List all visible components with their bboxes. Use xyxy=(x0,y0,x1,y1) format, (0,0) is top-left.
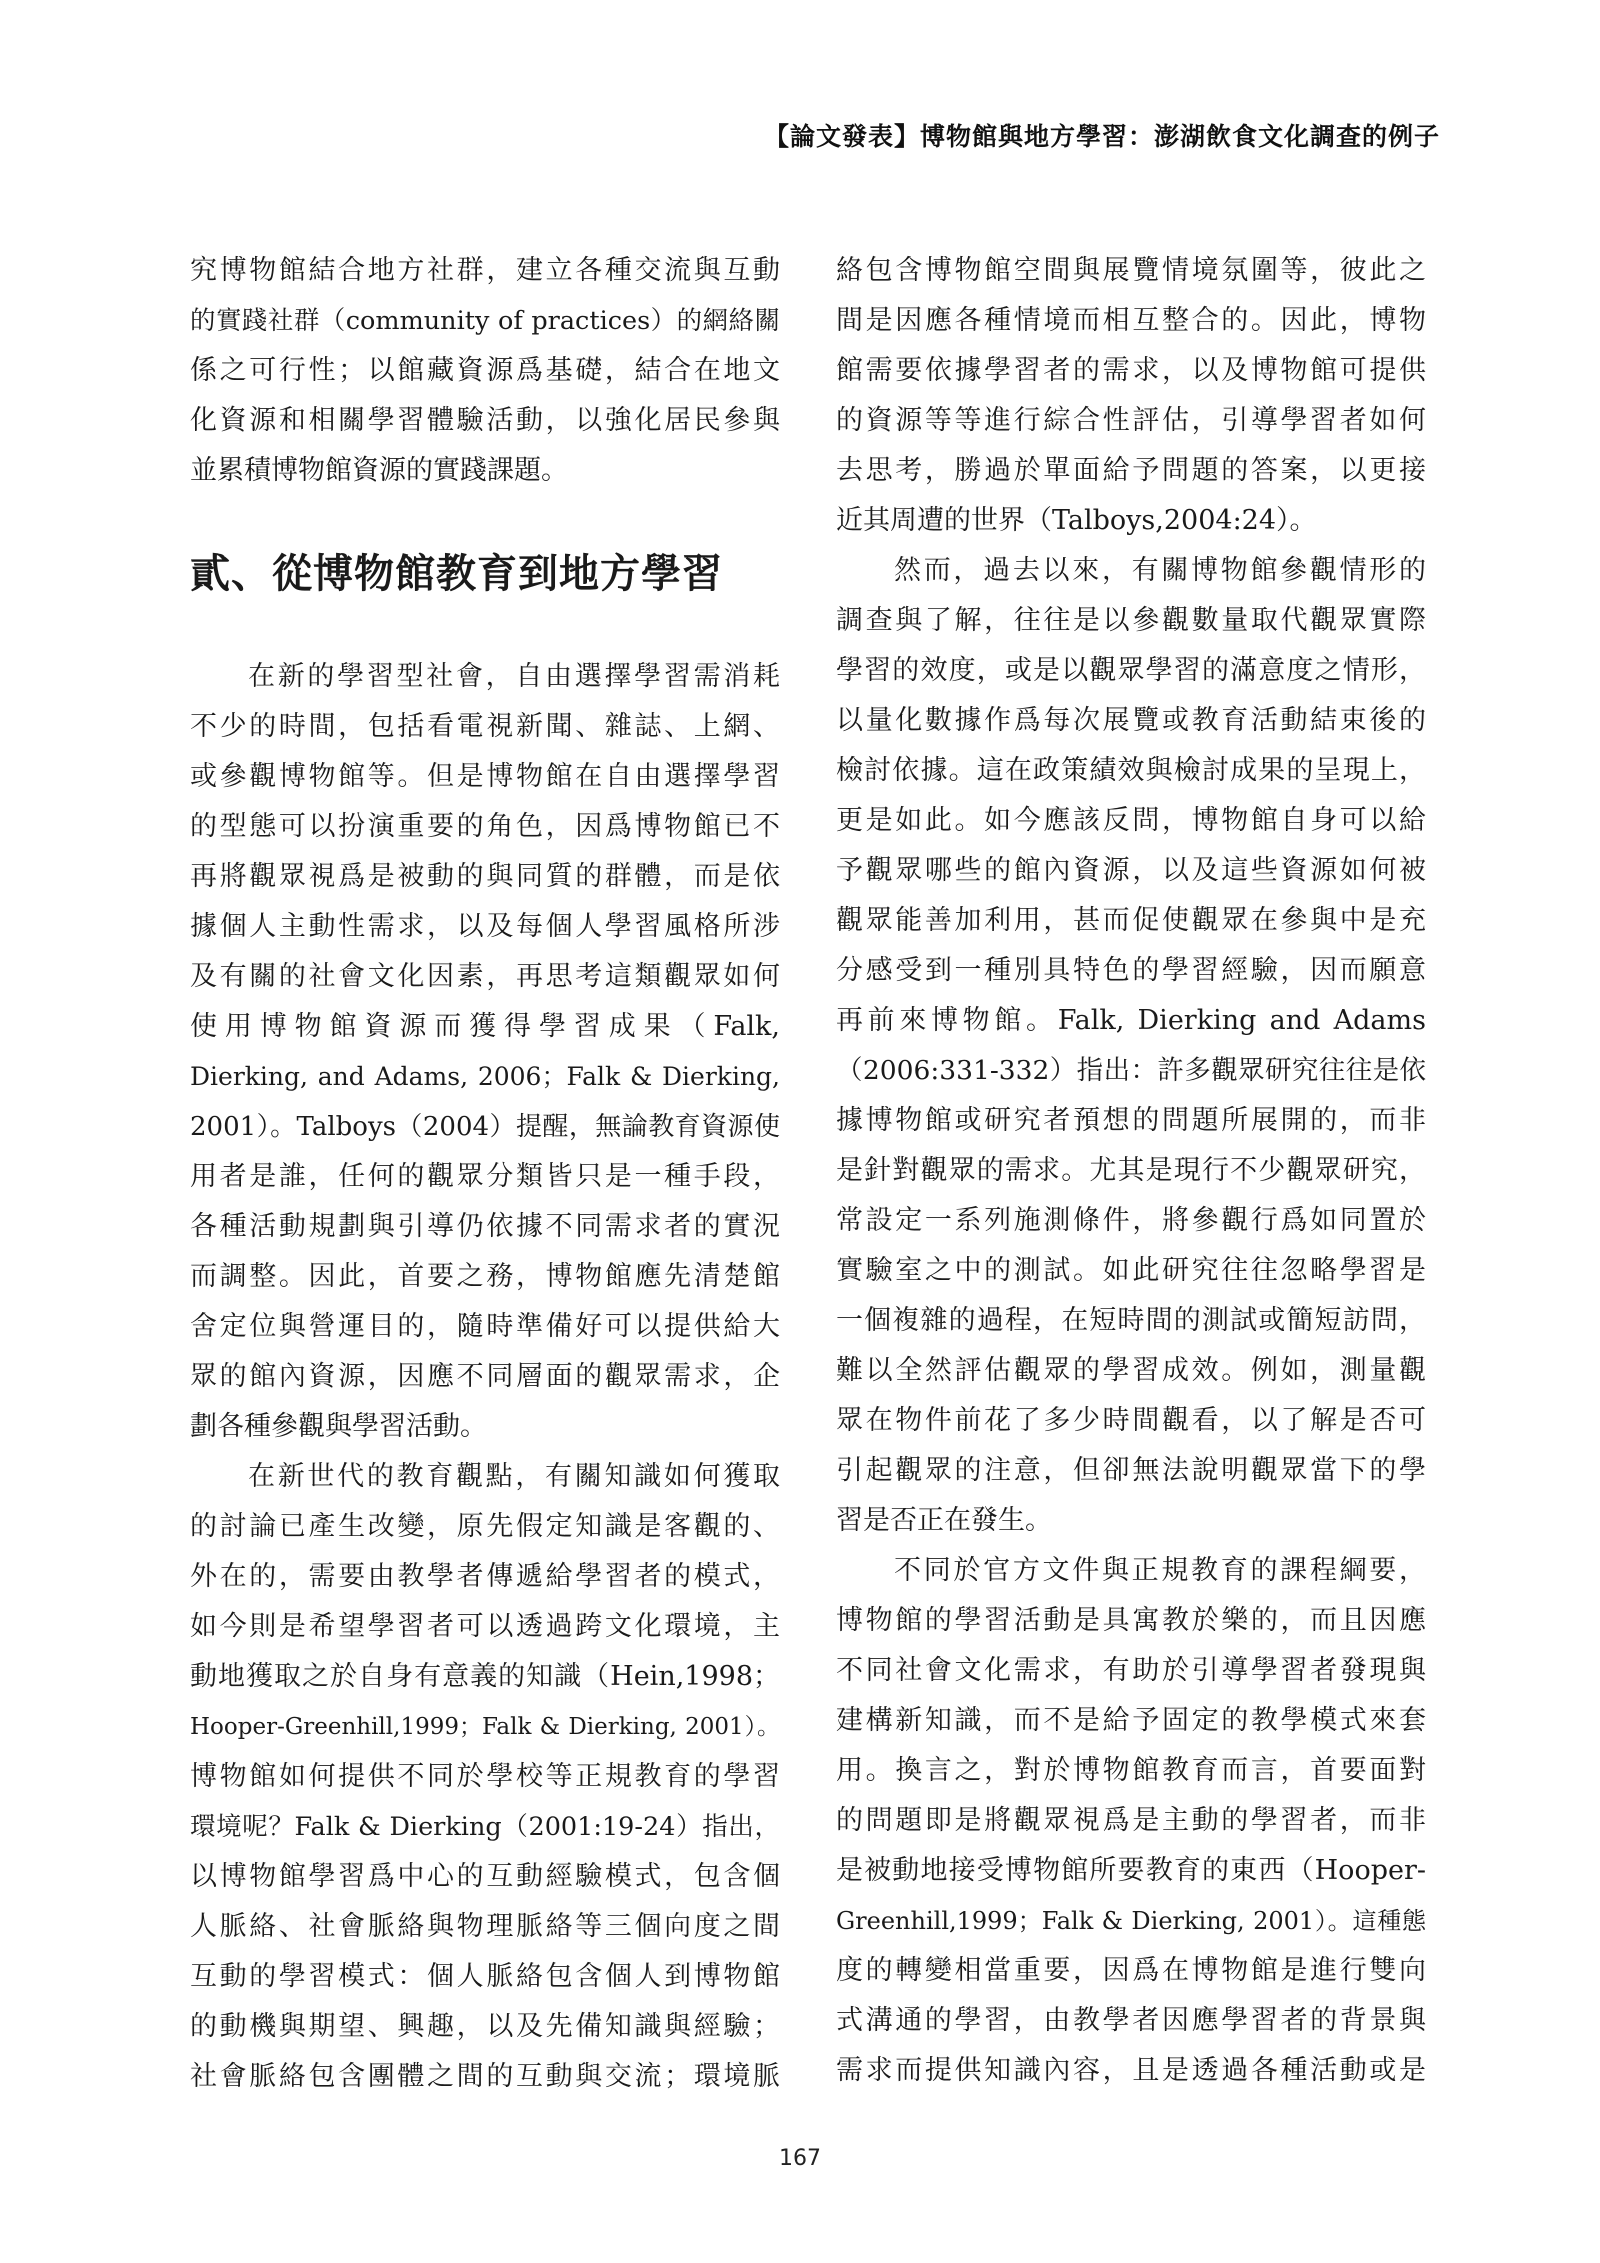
page-number: 167 xyxy=(779,2146,821,2171)
text-line: 度的轉變相當重要，因爲在博物館是進行雙向 xyxy=(836,1955,1426,1986)
paragraph-4 xyxy=(836,1546,1426,2096)
text-line: 眾的館內資源，因應不同層面的觀眾需求，企 xyxy=(190,1361,780,1392)
text-line: 再將觀眾視爲是被動的與同質的群體，而是依 xyxy=(190,861,780,892)
right-column xyxy=(836,246,1426,2096)
text-line: 是針對觀眾的需求。尤其是現行不少觀眾研究， xyxy=(836,1155,1426,1186)
text-line: 的動機與期望、興趣，以及先備知識與經驗； xyxy=(190,2011,780,2042)
text-line: 在新世代的教育觀點，有關知識如何獲取 xyxy=(248,1461,780,1492)
text-line: 博物館如何提供不同於學校等正規教育的學習 xyxy=(190,1761,780,1792)
text-line: 係之可行性；以館藏資源爲基礎，結合在地文 xyxy=(190,355,780,386)
text-line: 的型態可以扮演重要的角色，因爲博物館已不 xyxy=(190,811,780,842)
text-line: 近其周遭的世界（Talboys,2004:24）。 xyxy=(836,505,1317,536)
text-line: 以量化數據作爲每次展覽或教育活動結束後的 xyxy=(836,705,1426,736)
text-line: 不少的時間，包括看電視新聞、雜誌、上網、 xyxy=(190,711,780,742)
text-line: 各種活動規劃與引導仍依據不同需求者的實況 xyxy=(190,1211,780,1242)
text-line: 的資源等等進行綜合性評估，引導學習者如何 xyxy=(836,405,1426,436)
text-line: 調查與了解，往往是以參觀數量取代觀眾實際 xyxy=(836,605,1426,636)
text-line: 分感受到一種別具特色的學習經驗，因而願意 xyxy=(836,955,1426,986)
text-line: 或參觀博物館等。但是博物館在自由選擇學習 xyxy=(190,761,780,792)
text-line: 使用博物館資源而獲得學習成果（Falk, xyxy=(190,1011,780,1042)
text-line: 動地獲取之於自身有意義的知識（Hein,1998； xyxy=(190,1661,780,1692)
text-line: 然而，過去以來，有關博物館參觀情形的 xyxy=(894,555,1426,586)
text-line: （2006:331-332）指出：許多觀眾研究往往是依 xyxy=(836,1055,1426,1086)
text-line: 2001）。Talboys（2004）提醒，無論教育資源使 xyxy=(190,1112,780,1142)
text-line: 間是因應各種情境而相互整合的。因此，博物 xyxy=(836,305,1426,336)
text-line: 社會脈絡包含團體之間的互動與交流；環境脈 xyxy=(190,2061,780,2092)
text-line: Hooper-Greenhill,1999；Falk & Dierking, 2001）。 xyxy=(190,1714,780,1740)
text-line: 絡包含博物館空間與展覽情境氛圍等，彼此之 xyxy=(836,255,1426,286)
text-line: 學習的效度，或是以觀眾學習的滿意度之情形， xyxy=(836,655,1426,686)
text-line: 用者是誰，任何的觀眾分類皆只是一種手段， xyxy=(190,1161,780,1192)
text-line: 博物館的學習活動是具寓教於樂的，而且因應 xyxy=(836,1605,1426,1636)
text-line: 的實踐社群（community of practices）的網絡關 xyxy=(190,306,780,336)
paragraph-3 xyxy=(836,546,1426,1546)
text-line: 據個人主動性需求，以及每個人學習風格所涉 xyxy=(190,911,780,942)
text-line: 館需要依據學習者的需求，以及博物館可提供 xyxy=(836,355,1426,386)
text-line: Greenhill,1999；Falk & Dierking, 2001）。這種態 xyxy=(836,1907,1426,1935)
text-line: 並累積博物館資源的實踐課題。 xyxy=(190,455,568,486)
text-line: 建構新知識，而不是給予固定的教學模式來套 xyxy=(836,1705,1426,1736)
text-line: 去思考，勝過於單面給予問題的答案，以更接 xyxy=(836,455,1426,486)
text-line: 用。換言之，對於博物館教育而言，首要面對 xyxy=(836,1755,1426,1786)
text-line: 如今則是希望學習者可以透過跨文化環境，主 xyxy=(190,1611,780,1642)
text-line: 予觀眾哪些的館內資源，以及這些資源如何被 xyxy=(836,855,1426,886)
text-line: 而調整。因此，首要之務，博物館應先清楚館 xyxy=(190,1261,780,1292)
text-line: 人脈絡、社會脈絡與物理脈絡等三個向度之間 xyxy=(190,1911,780,1942)
text-line: 觀眾能善加利用，甚而促使觀眾在參與中是充 xyxy=(836,905,1426,936)
text-line: 不同社會文化需求，有助於引導學習者發現與 xyxy=(836,1655,1426,1686)
text-line: 式溝通的學習，由教學者因應學習者的背景與 xyxy=(836,2005,1426,2036)
left-column xyxy=(190,246,780,2102)
text-line: 以博物館學習爲中心的互動經驗模式，包含個 xyxy=(190,1861,780,1892)
text-line: 在新的學習型社會，自由選擇學習需消耗 xyxy=(248,661,780,692)
text-line: 一個複雜的過程，在短時間的測試或簡短訪問， xyxy=(836,1305,1426,1336)
section-heading: 貳、從博物館教育到地方學習 xyxy=(190,550,723,597)
text-line: 不同於官方文件與正規教育的課程綱要， xyxy=(894,1555,1426,1586)
text-line: 的討論已產生改變，原先假定知識是客觀的、 xyxy=(190,1511,780,1542)
text-line: 環境呢？Falk & Dierking（2001:19-24）指出， xyxy=(190,1812,780,1842)
text-line: 舍定位與營運目的，隨時準備好可以提供給大 xyxy=(190,1311,780,1342)
text-line: 常設定一系列施測條件，將參觀行爲如同置於 xyxy=(836,1205,1426,1236)
text-line: 需求而提供知識內容，且是透過各種活動或是 xyxy=(836,2055,1426,2086)
paragraph-1 xyxy=(190,652,780,1452)
text-line: 是被動地接受博物館所要教育的東西（Hooper- xyxy=(836,1855,1426,1886)
text-line: Dierking, and Adams, 2006；Falk & Dierking, xyxy=(190,1062,780,1091)
text-line: 究博物館結合地方社群，建立各種交流與互動 xyxy=(190,255,780,286)
text-line: 實驗室之中的測試。如此研究往往忽略學習是 xyxy=(836,1255,1426,1286)
text-line: 更是如此。如今應該反問，博物館自身可以給 xyxy=(836,805,1426,836)
text-line: 據博物館或研究者預想的問題所展開的，而非 xyxy=(836,1105,1426,1136)
paragraph-2 xyxy=(190,1452,780,2102)
text-line: 再前來博物館。Falk, Dierking and Adams xyxy=(836,1005,1426,1036)
text-line: 互動的學習模式：個人脈絡包含個人到博物館 xyxy=(190,1961,780,1992)
text-line: 引起觀眾的注意，但卻無法說明觀眾當下的學 xyxy=(836,1455,1426,1486)
text-line: 的問題即是將觀眾視爲是主動的學習者，而非 xyxy=(836,1805,1426,1836)
text-line: 習是否正在發生。 xyxy=(836,1505,1052,1536)
text-line: 檢討依據。這在政策績效與檢討成果的呈現上， xyxy=(836,755,1426,786)
text-line: 化資源和相關學習體驗活動，以強化居民參與 xyxy=(190,405,780,436)
continuation-paragraph xyxy=(836,246,1426,546)
text-line: 眾在物件前花了多少時間觀看，以了解是否可 xyxy=(836,1405,1426,1436)
text-line: 外在的，需要由教學者傳遞給學習者的模式， xyxy=(190,1561,780,1592)
text-line: 及有關的社會文化因素，再思考這類觀眾如何 xyxy=(190,961,780,992)
intro-paragraph xyxy=(190,246,780,496)
text-line: 難以全然評估觀眾的學習成效。例如，測量觀 xyxy=(836,1355,1426,1386)
text-line: 劃各種參觀與學習活動。 xyxy=(190,1411,487,1442)
running-header: 【論文發表】博物館與地方學習：澎湖飲食文化調查的例子 xyxy=(763,122,1440,151)
